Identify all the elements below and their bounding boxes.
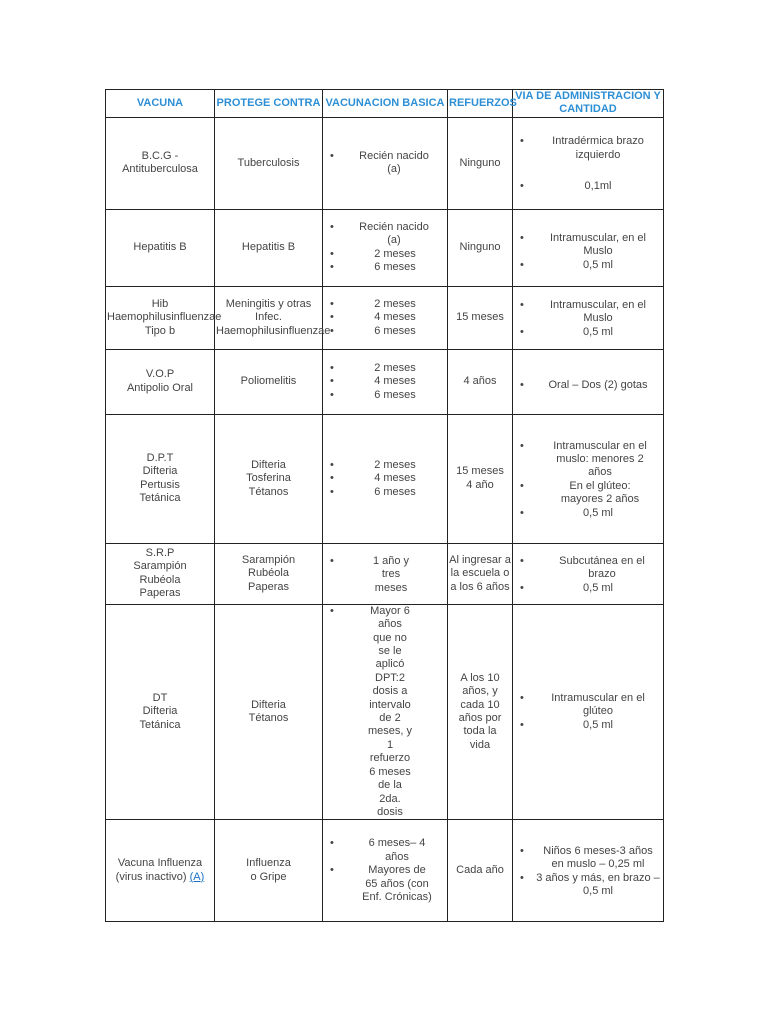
cell-protege [215, 209, 323, 286]
cell-text: Sarampión [133, 560, 187, 573]
list-item: • Mayor 6 años que no se le aplicó DPT:2 dosis a intervalo de 2 meses, y 1 refuerzo 6 meses de la 2da. dosis [324, 605, 446, 820]
cell-via [513, 349, 664, 414]
cell-text: Al ingresar a la escuela o a los 6 años [449, 553, 511, 593]
table-row [106, 286, 664, 349]
table-row [106, 349, 664, 414]
cell-text: Tétanos [248, 485, 289, 498]
cell-text: Rubéola [248, 567, 289, 580]
cell-text: Paperas [248, 580, 289, 593]
cell-basica [323, 209, 448, 286]
cell-text: S.R.P [145, 547, 175, 559]
cell-text: DT [152, 691, 168, 704]
header-protege: PROTEGE CONTRA [215, 90, 323, 118]
cell-text-wrap [107, 871, 213, 884]
table-row [106, 820, 664, 922]
list-item: • 6 meses [324, 389, 446, 402]
cell-basica [323, 117, 448, 209]
cell-protege [215, 349, 323, 414]
cell-vacuna [106, 209, 215, 286]
list-item: • Intramuscular, en el Muslo [514, 232, 662, 259]
header-row [106, 90, 664, 118]
list-item: • 1 año y tres meses [324, 555, 446, 595]
cell-via [513, 604, 664, 820]
list-item: • Niños 6 meses-3 años en muslo – 0,25 ml [514, 845, 662, 872]
list-item: • Intradérmica brazo izquierdo [514, 135, 662, 162]
cell-text: 15 meses [456, 311, 504, 324]
cell-via [513, 543, 664, 604]
cell-text: Difteria [142, 705, 178, 718]
cell-via [513, 209, 664, 286]
cell-text: Meningitis y otras [225, 297, 312, 310]
cell-text: Hepatitis B [241, 241, 296, 254]
cell-basica [323, 414, 448, 543]
cell-text: Hepatitis B [133, 241, 187, 254]
cell-text: Antituberculosa [122, 163, 198, 176]
cell-via [513, 414, 664, 543]
table-row [106, 543, 664, 604]
list-item: • 2 meses [324, 298, 446, 311]
list-item: • 0,5 ml [514, 326, 662, 339]
cell-text: Influenza [246, 857, 291, 870]
header-refuerzos: REFUERZOS [448, 90, 513, 118]
list-item: • 0,1ml [514, 180, 662, 193]
cell-protege [215, 117, 323, 209]
cell-text: Haemophilusinfluenzae [216, 324, 331, 337]
list-item: • 0,5 ml [514, 719, 662, 732]
table-row [106, 209, 664, 286]
cell-refuerzo [448, 117, 513, 209]
cell-via [513, 286, 664, 349]
cell-text: Tetánica [139, 492, 181, 505]
list-item: • 2 meses [324, 362, 446, 375]
cell-via [513, 820, 664, 922]
cell-text: Rubéola [139, 573, 181, 586]
cell-text: 4 años [463, 375, 497, 388]
cell-text: Ninguno [459, 156, 501, 169]
list-item: • Recién nacido (a) [324, 150, 446, 177]
cell-vacuna [106, 543, 215, 604]
cell-vacuna [106, 117, 215, 209]
cell-text: Vacuna Influenza [117, 857, 203, 870]
cell-basica [323, 604, 448, 820]
cell-text: Pertusis [140, 478, 180, 491]
reference-link[interactable]: (A) [189, 870, 205, 883]
table-row [106, 414, 664, 543]
cell-basica [323, 286, 448, 349]
cell-text: Poliomelitis [240, 375, 297, 388]
table-row [106, 117, 664, 209]
cell-vacuna [106, 286, 222, 349]
cell-text: Tétanos [248, 712, 289, 725]
cell-text: Hib [151, 297, 169, 310]
list-item: • 3 años y más, en brazo – 0,5 ml [514, 872, 662, 899]
cell-protege [215, 286, 331, 349]
cell-vacuna [106, 604, 215, 820]
cell-protege [215, 820, 323, 922]
cell-vacuna [106, 349, 215, 414]
list-item: • Oral – Dos (2) gotas [514, 379, 662, 392]
cell-text: D.P.T [146, 452, 174, 464]
list-item: • Intramuscular en el glúteo [514, 692, 662, 719]
cell-text: Haemophilusinfluenzae Tipo b [107, 311, 222, 337]
cell-text: Tuberculosis [237, 156, 300, 169]
cell-vacuna [106, 414, 215, 543]
cell-vacuna [106, 820, 215, 922]
cell-text: Difteria [251, 458, 286, 471]
cell-text: Sarampión [241, 553, 296, 566]
cell-text: (virus inactivo) [115, 870, 187, 883]
cell-refuerzo [448, 820, 513, 922]
cell-refuerzo [448, 286, 513, 349]
list-item: • 2 meses [324, 248, 446, 261]
cell-refuerzo [448, 604, 513, 820]
cell-basica [323, 349, 448, 414]
cell-text: Antipolio Oral [126, 381, 194, 394]
cell-text: B.C.G - [141, 149, 179, 162]
cell-refuerzo [448, 414, 513, 543]
cell-text: Paperas [139, 587, 181, 600]
cell-refuerzo [448, 209, 513, 286]
cell-text: o Gripe [250, 870, 287, 883]
list-item: • Subcutánea en el brazo [514, 555, 662, 582]
cell-via [513, 117, 664, 209]
table-row [106, 604, 664, 820]
cell-text: Tetánica [139, 718, 181, 731]
list-item: • En el glúteo: mayores 2 años [514, 480, 662, 507]
header-vacuna: VACUNA [106, 90, 215, 118]
cell-text: Infec. [255, 311, 282, 324]
list-item: • 4 meses [324, 375, 446, 388]
list-item: • 0,5 ml [514, 582, 662, 595]
list-item: • 6 meses [324, 486, 446, 499]
list-item: • 2 meses [324, 459, 446, 472]
cell-refuerzo [448, 349, 513, 414]
list-item: • Recién nacido (a) [324, 221, 446, 248]
cell-text: 4 año [466, 478, 494, 491]
list-item: • 0,5 ml [514, 259, 662, 272]
cell-text: Ninguno [459, 241, 501, 254]
list-item: • Intramuscular, en el Muslo [514, 299, 662, 326]
list-item: • 6 meses [324, 261, 446, 274]
header-via: VIA DE ADMINISTRACION Y CANTIDAD [513, 90, 664, 118]
list-item: • 6 meses– 4 años [324, 837, 446, 864]
cell-basica [323, 820, 448, 922]
cell-text: Tosferina [246, 472, 291, 485]
list-item: • 0,5 ml [514, 507, 662, 520]
cell-text: 15 meses [456, 465, 504, 478]
list-item: • Intramuscular en el muslo: menores 2 años [514, 440, 662, 480]
cell-text: Difteria [142, 465, 178, 478]
cell-text: Cada año [456, 864, 504, 877]
list-item: • Mayores de 65 años (con Enf. Crónicas) [324, 864, 446, 904]
cell-protege [215, 414, 323, 543]
cell-refuerzo [448, 543, 513, 604]
cell-basica [323, 543, 448, 604]
cell-text: V.O.P [145, 368, 175, 381]
list-item: • 6 meses [324, 325, 446, 338]
cell-protege [215, 543, 323, 604]
cell-text: A los 10 años, y cada 10 años por toda la vida [458, 671, 502, 751]
list-item: • 4 meses [324, 472, 446, 485]
list-item: • 4 meses [324, 311, 446, 324]
header-basica: VACUNACION BASICA [323, 90, 448, 118]
cell-text: Difteria [251, 698, 286, 711]
cell-protege [215, 604, 323, 820]
vaccination-table [105, 89, 664, 922]
